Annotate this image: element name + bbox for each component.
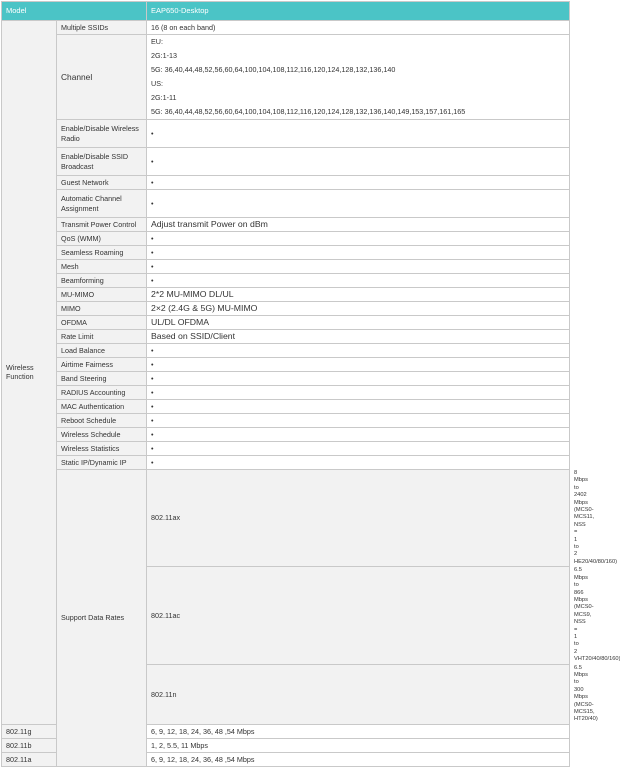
value-supported-bullet: • xyxy=(147,232,570,246)
feature-qos: QoS (WMM) xyxy=(57,232,147,246)
feature-seamless-roaming: Seamless Roaming xyxy=(57,246,147,260)
table-row xyxy=(2,148,570,176)
value-802-11b: 1, 2, 5.5, 11 Mbps xyxy=(147,738,570,752)
table-row xyxy=(2,218,570,232)
feature-automatic-channel-assignment: Automatic Channel Assignment xyxy=(57,190,147,218)
value-supported-bullet: • xyxy=(147,386,570,400)
channel-line: 5G: 36,40,44,48,52,56,60,64,100,104,108,112,116,120,124,128,132,136,140,149,153,157,161,165 xyxy=(151,107,466,116)
feature-channel: Channel xyxy=(57,35,147,120)
channel-line: 2G:1-13 xyxy=(151,51,177,60)
table-row xyxy=(2,358,570,372)
category-wireless-function: Wireless Function xyxy=(2,21,57,725)
value-supported-bullet: • xyxy=(147,120,570,148)
feature-ofdma: OFDMA xyxy=(57,316,147,330)
feature-load-balance: Load Balance xyxy=(57,344,147,358)
feature-guest-network: Guest Network xyxy=(57,176,147,190)
category-support-data-rates: Support Data Rates xyxy=(57,470,147,767)
value-transmit-power-control: Adjust transmit Power on dBm xyxy=(147,218,570,232)
value-supported-bullet: • xyxy=(147,456,570,470)
table-row xyxy=(2,302,570,316)
feature-mac-authentication: MAC Authentication xyxy=(57,400,147,414)
table-row xyxy=(2,344,570,358)
feature-rate-limit: Rate Limit xyxy=(57,330,147,344)
feature-enable-disable-ssid-broadcast: Enable/Disable SSID Broadcast xyxy=(57,148,147,176)
value-ofdma: UL/DL OFDMA xyxy=(147,316,570,330)
table-row: 802.11n 6.5 Mbps to 300 Mbps (MCS0-MCS15, HT20/40) xyxy=(2,664,570,724)
value-supported-bullet: • xyxy=(147,148,570,176)
table-row xyxy=(2,316,570,330)
table-row: 802.11ac 6.5 Mbps to 866 Mbps (MCS0-MCS9, NSS = 1 to 2 VHT20/40/80/160) xyxy=(2,567,570,664)
channel-line: 5G: 36,40,44,48,52,56,60,64,100,104,108,112,116,120,124,128,132,136,140 xyxy=(151,65,396,74)
table-row xyxy=(2,414,570,428)
channel-line: 2G:1-11 xyxy=(151,93,177,102)
value-channel xyxy=(147,35,570,120)
table-row xyxy=(2,246,570,260)
value-supported-bullet: • xyxy=(147,400,570,414)
model-value: EAP650-Desktop xyxy=(147,2,570,21)
channel-line: EU: xyxy=(151,37,163,46)
feature-band-steering: Band Steering xyxy=(57,372,147,386)
table-row xyxy=(2,35,570,120)
feature-802-11n: 802.11n xyxy=(147,664,570,724)
table-row xyxy=(2,428,570,442)
feature-802-11ax: 802.11ax xyxy=(147,470,570,567)
value-supported-bullet: • xyxy=(147,344,570,358)
table-row xyxy=(2,21,570,35)
value-supported-bullet: • xyxy=(147,274,570,288)
feature-static-dynamic-ip: Static IP/Dynamic IP xyxy=(57,456,147,470)
table-row xyxy=(2,260,570,274)
feature-mimo: MIMO xyxy=(57,302,147,316)
table-row xyxy=(2,120,570,148)
value-802-11a: 6, 9, 12, 18, 24, 36, 48 ,54 Mbps xyxy=(147,752,570,766)
value-supported-bullet: • xyxy=(147,260,570,274)
value-mu-mimo: 2*2 MU-MIMO DL/UL xyxy=(147,288,570,302)
value-mimo: 2×2 (2.4G & 5G) MU-MIMO xyxy=(147,302,570,316)
table-header-row xyxy=(2,2,570,21)
channel-line: US: xyxy=(151,79,163,88)
table-row xyxy=(2,330,570,344)
feature-reboot-schedule: Reboot Schedule xyxy=(57,414,147,428)
value-supported-bullet: • xyxy=(147,358,570,372)
value-rate-limit: Based on SSID/Client xyxy=(147,330,570,344)
spec-table xyxy=(1,1,620,767)
value-supported-bullet: • xyxy=(147,176,570,190)
table-row xyxy=(2,288,570,302)
feature-transmit-power-control: Transmit Power Control xyxy=(57,218,147,232)
feature-mesh: Mesh xyxy=(57,260,147,274)
value-802-11g: 6, 9, 12, 18, 24, 36, 48 ,54 Mbps xyxy=(147,724,570,738)
table-row xyxy=(2,190,570,218)
feature-multiple-ssids: Multiple SSIDs xyxy=(57,21,147,35)
value-multiple-ssids: 16 (8 on each band) xyxy=(147,21,570,35)
feature-802-11b: 802.11b xyxy=(2,738,57,752)
value-supported-bullet: • xyxy=(147,372,570,386)
feature-wireless-statistics: Wireless Statistics xyxy=(57,442,147,456)
value-supported-bullet: • xyxy=(147,246,570,260)
feature-beamforming: Beamforming xyxy=(57,274,147,288)
value-supported-bullet: • xyxy=(147,190,570,218)
feature-enable-disable-wireless-radio: Enable/Disable Wireless Radio xyxy=(57,120,147,148)
value-supported-bullet: • xyxy=(147,442,570,456)
table-row xyxy=(2,176,570,190)
feature-wireless-schedule: Wireless Schedule xyxy=(57,428,147,442)
feature-802-11g: 802.11g xyxy=(2,724,57,738)
table-row xyxy=(2,456,570,470)
table-row xyxy=(2,400,570,414)
model-label: Model xyxy=(2,2,147,21)
value-supported-bullet: • xyxy=(147,428,570,442)
feature-802-11a: 802.11a xyxy=(2,752,57,766)
feature-airtime-fairness: Airtime Fairness xyxy=(57,358,147,372)
feature-802-11ac: 802.11ac xyxy=(147,567,570,664)
table-row: Support Data Rates 802.11ax 8 Mbps to 2402 Mbps (MCS0-MCS11, NSS = 1 to 2 HE20/40/80/160) xyxy=(2,470,570,567)
table-row xyxy=(2,274,570,288)
feature-radius-accounting: RADIUS Accounting xyxy=(57,386,147,400)
feature-mu-mimo: MU-MIMO xyxy=(57,288,147,302)
table-row xyxy=(2,442,570,456)
table-row xyxy=(2,386,570,400)
table-row xyxy=(2,232,570,246)
value-supported-bullet: • xyxy=(147,414,570,428)
table-row xyxy=(2,372,570,386)
